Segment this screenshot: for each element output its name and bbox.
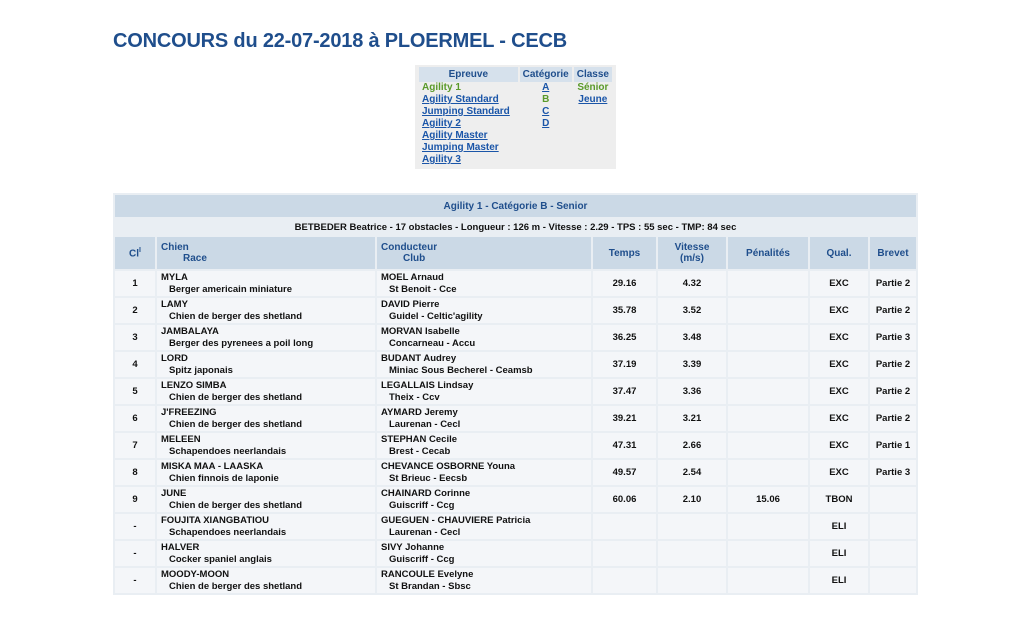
cl-cell: 7: [115, 433, 155, 458]
epreuve-link[interactable]: Agility 2: [422, 118, 461, 129]
handler-cell: [377, 514, 591, 539]
epreuve-link[interactable]: Jumping Master: [422, 142, 499, 153]
dog-cell: [157, 271, 375, 296]
dog-cell: [157, 487, 375, 512]
handler-name: STEPHAN Cecile: [381, 433, 458, 445]
brevet-cell: Partie 2: [870, 406, 916, 431]
time-cell: 47.31: [593, 433, 656, 458]
classe-list: [577, 82, 609, 106]
handler-name: BUDANT Audrey: [381, 352, 457, 364]
qual-cell: ELI: [810, 541, 868, 566]
result-row: [115, 298, 916, 323]
dog-cell: [157, 433, 375, 458]
dog-name: FOUJITA XIANGBATIOU: [161, 514, 270, 526]
cl-cell: 1: [115, 271, 155, 296]
qual-cell: EXC: [810, 406, 868, 431]
handler-club: Theix - Ccv: [389, 391, 440, 403]
handler-cell: [377, 406, 591, 431]
brevet-header: Brevet: [870, 237, 916, 269]
dog-breed: Spitz japonais: [169, 364, 233, 376]
result-row: [115, 487, 916, 512]
handler-cell: [377, 298, 591, 323]
dog-cell: [157, 379, 375, 404]
qual-cell: ELI: [810, 514, 868, 539]
results-table: [113, 193, 918, 595]
time-cell: 35.78: [593, 298, 656, 323]
dog-breed: Berger des pyrenees a poil long: [169, 337, 314, 349]
penalty-cell: [728, 406, 808, 431]
handler-cell: [377, 460, 591, 485]
penalty-cell: [728, 325, 808, 350]
page-title: CONCOURS du 22-07-2018 à PLOERMEL - CECB: [113, 30, 567, 52]
event-selector: [415, 65, 616, 169]
dog-breed: Chien de berger des shetland: [169, 499, 303, 511]
speed-cell: 3.52: [658, 298, 726, 323]
qual-cell: EXC: [810, 460, 868, 485]
handler-name: DAVID Pierre: [381, 298, 440, 310]
categorie-link[interactable]: C: [542, 106, 550, 117]
result-row: [115, 379, 916, 404]
handler-name: CHEVANCE OSBORNE Youna: [381, 460, 516, 472]
penalty-cell: [728, 514, 808, 539]
handler-club: Laurenan - Cecl: [389, 418, 461, 430]
qual-cell: TBON: [810, 487, 868, 512]
epreuve-list: [422, 82, 515, 166]
handler-club: Concarneau - Accu: [389, 337, 476, 349]
handler-name: MORVAN Isabelle: [381, 325, 460, 337]
epreuve-link[interactable]: Agility 1: [422, 82, 461, 93]
qual-cell: EXC: [810, 352, 868, 377]
dog-name: MISKA MAA - LAASKA: [161, 460, 264, 472]
handler-club: St Brandan - Sbsc: [389, 580, 471, 592]
dog-name: MELEEN: [161, 433, 201, 445]
dog-cell: [157, 352, 375, 377]
qual-header: Qual.: [810, 237, 868, 269]
categorie-link[interactable]: B: [542, 94, 550, 105]
cl-cell: -: [115, 541, 155, 566]
time-cell: [593, 514, 656, 539]
categorie-header: Catégorie: [520, 67, 572, 82]
speed-cell: 3.21: [658, 406, 726, 431]
dog-cell: [157, 460, 375, 485]
time-cell: 49.57: [593, 460, 656, 485]
handler-cell: [377, 352, 591, 377]
course-info: BETBEDER Beatrice - 17 obstacles - Longueur : 126 m - Vitesse : 2.29 - TPS : 55 sec - TMP: 84 sec: [115, 219, 916, 235]
time-cell: [593, 541, 656, 566]
time-cell: 36.25: [593, 325, 656, 350]
handler-cell: [377, 487, 591, 512]
dog-cell: [157, 514, 375, 539]
result-row: [115, 406, 916, 431]
dog-name: MOODY-MOON: [161, 568, 230, 580]
qual-cell: EXC: [810, 433, 868, 458]
handler-cell: [377, 325, 591, 350]
brevet-cell: Partie 2: [870, 352, 916, 377]
cl-cell: 6: [115, 406, 155, 431]
dog-cell: [157, 406, 375, 431]
speed-cell: 3.39: [658, 352, 726, 377]
cl-cell: 3: [115, 325, 155, 350]
penalty-cell: [728, 352, 808, 377]
penalty-cell: [728, 460, 808, 485]
dog-breed: Chien de berger des shetland: [169, 418, 303, 430]
speed-cell: [658, 514, 726, 539]
temps-header: Temps: [593, 237, 656, 269]
handler-name: GUEGUEN - CHAUVIERE Patricia: [381, 514, 531, 526]
section-title: Agility 1 - Catégorie B - Senior: [115, 195, 916, 217]
qual-cell: EXC: [810, 271, 868, 296]
penalites-header: Pénalités: [728, 237, 808, 269]
handler-club: St Benoit - Cce: [389, 283, 457, 295]
penalty-cell: [728, 379, 808, 404]
penalty-cell: [728, 433, 808, 458]
selector-table: [417, 67, 614, 166]
handler-cell: [377, 379, 591, 404]
brevet-cell: [870, 568, 916, 593]
qual-cell: EXC: [810, 379, 868, 404]
epreuve-link[interactable]: Agility 3: [422, 154, 461, 165]
chien-header: Chien Race: [157, 237, 375, 269]
dog-breed: Schapendoes neerlandais: [169, 526, 287, 538]
penalty-cell: [728, 568, 808, 593]
handler-club: Guiscriff - Ccg: [389, 553, 455, 565]
epreuve-header: Epreuve: [419, 67, 518, 82]
dog-breed: Berger americain miniature: [169, 283, 293, 295]
brevet-cell: Partie 2: [870, 271, 916, 296]
dog-name: JUNE: [161, 487, 187, 499]
penalty-cell: 15.06: [728, 487, 808, 512]
result-row: [115, 352, 916, 377]
time-cell: 60.06: [593, 487, 656, 512]
cl-cell: 4: [115, 352, 155, 377]
classe-link[interactable]: Jeune: [578, 94, 608, 105]
dog-name: MYLA: [161, 271, 188, 283]
handler-cell: [377, 541, 591, 566]
handler-cell: [377, 433, 591, 458]
dog-name: LENZO SIMBA: [161, 379, 227, 391]
time-cell: 37.47: [593, 379, 656, 404]
result-row: [115, 433, 916, 458]
handler-club: Brest - Cecab: [389, 445, 451, 457]
handler-name: LEGALLAIS Lindsay: [381, 379, 474, 391]
speed-cell: 2.10: [658, 487, 726, 512]
cl-cell: -: [115, 514, 155, 539]
handler-club: Laurenan - Cecl: [389, 526, 461, 538]
cl-header[interactable]: $Cl^I$: [115, 237, 155, 269]
epreuve-link[interactable]: Jumping Standard: [422, 106, 510, 117]
results-panel: [113, 193, 918, 595]
dog-breed: Cocker spaniel anglais: [169, 553, 272, 565]
brevet-cell: Partie 1: [870, 433, 916, 458]
dog-breed: Chien de berger des shetland: [169, 580, 303, 592]
result-row: [115, 325, 916, 350]
dog-cell: [157, 568, 375, 593]
dog-name: LAMY: [161, 298, 188, 310]
result-row: [115, 514, 916, 539]
handler-cell: [377, 568, 591, 593]
handler-club: Guidel - Celtic'agility: [389, 310, 483, 322]
speed-cell: 4.32: [658, 271, 726, 296]
time-cell: 29.16: [593, 271, 656, 296]
time-cell: 39.21: [593, 406, 656, 431]
handler-club: St Brieuc - Eecsb: [389, 472, 468, 484]
dog-breed: Chien finnois de laponie: [169, 472, 279, 484]
classe-link[interactable]: Sénior: [577, 82, 609, 93]
speed-cell: 3.48: [658, 325, 726, 350]
penalty-cell: [728, 541, 808, 566]
classe-header: Classe: [574, 67, 612, 82]
qual-cell: EXC: [810, 325, 868, 350]
result-row: [115, 568, 916, 593]
brevet-cell: Partie 2: [870, 298, 916, 323]
cl-cell: 5: [115, 379, 155, 404]
result-row: [115, 271, 916, 296]
speed-cell: [658, 568, 726, 593]
time-cell: 37.19: [593, 352, 656, 377]
cl-cell: 2: [115, 298, 155, 323]
brevet-cell: Partie 3: [870, 460, 916, 485]
qual-cell: ELI: [810, 568, 868, 593]
epreuve-link[interactable]: Agility Master: [422, 130, 488, 141]
brevet-cell: Partie 2: [870, 379, 916, 404]
qual-cell: EXC: [810, 298, 868, 323]
brevet-cell: [870, 541, 916, 566]
dog-breed: Schapendoes neerlandais: [169, 445, 287, 457]
dog-breed: Chien de berger des shetland: [169, 310, 303, 322]
handler-cell: [377, 271, 591, 296]
penalty-cell: [728, 298, 808, 323]
dog-name: HALVER: [161, 541, 200, 553]
speed-cell: [658, 541, 726, 566]
dog-cell: [157, 325, 375, 350]
conducteur-header: Conducteur Club: [377, 237, 591, 269]
speed-cell: 3.36: [658, 379, 726, 404]
results-body: [115, 271, 916, 593]
brevet-cell: [870, 514, 916, 539]
categorie-list: [523, 82, 569, 130]
categorie-link[interactable]: D: [542, 118, 550, 129]
time-cell: [593, 568, 656, 593]
penalty-cell: [728, 271, 808, 296]
epreuve-link[interactable]: Agility Standard: [422, 94, 499, 105]
result-row: [115, 460, 916, 485]
handler-name: SIVY Johanne: [381, 541, 445, 553]
dog-cell: [157, 541, 375, 566]
dog-name: J'FREEZING: [161, 406, 217, 418]
speed-cell: 2.66: [658, 433, 726, 458]
cl-cell: -: [115, 568, 155, 593]
handler-name: AYMARD Jeremy: [381, 406, 458, 418]
cl-cell: 9: [115, 487, 155, 512]
dog-name: LORD: [161, 352, 188, 364]
dog-breed: Chien de berger des shetland: [169, 391, 303, 403]
handler-club: Guiscriff - Ccg: [389, 499, 455, 511]
dog-name: JAMBALAYA: [161, 325, 219, 337]
dog-cell: [157, 298, 375, 323]
cl-cell: 8: [115, 460, 155, 485]
handler-name: CHAINARD Corinne: [381, 487, 471, 499]
brevet-cell: Partie 3: [870, 325, 916, 350]
categorie-link[interactable]: A: [542, 82, 550, 93]
handler-club: Miniac Sous Becherel - Ceamsb: [389, 364, 533, 376]
brevet-cell: [870, 487, 916, 512]
speed-cell: 2.54: [658, 460, 726, 485]
handler-name: MOEL Arnaud: [381, 271, 444, 283]
result-row: [115, 541, 916, 566]
handler-name: RANCOULE Evelyne: [381, 568, 474, 580]
vitesse-header: Vitesse (m/s): [658, 237, 726, 269]
